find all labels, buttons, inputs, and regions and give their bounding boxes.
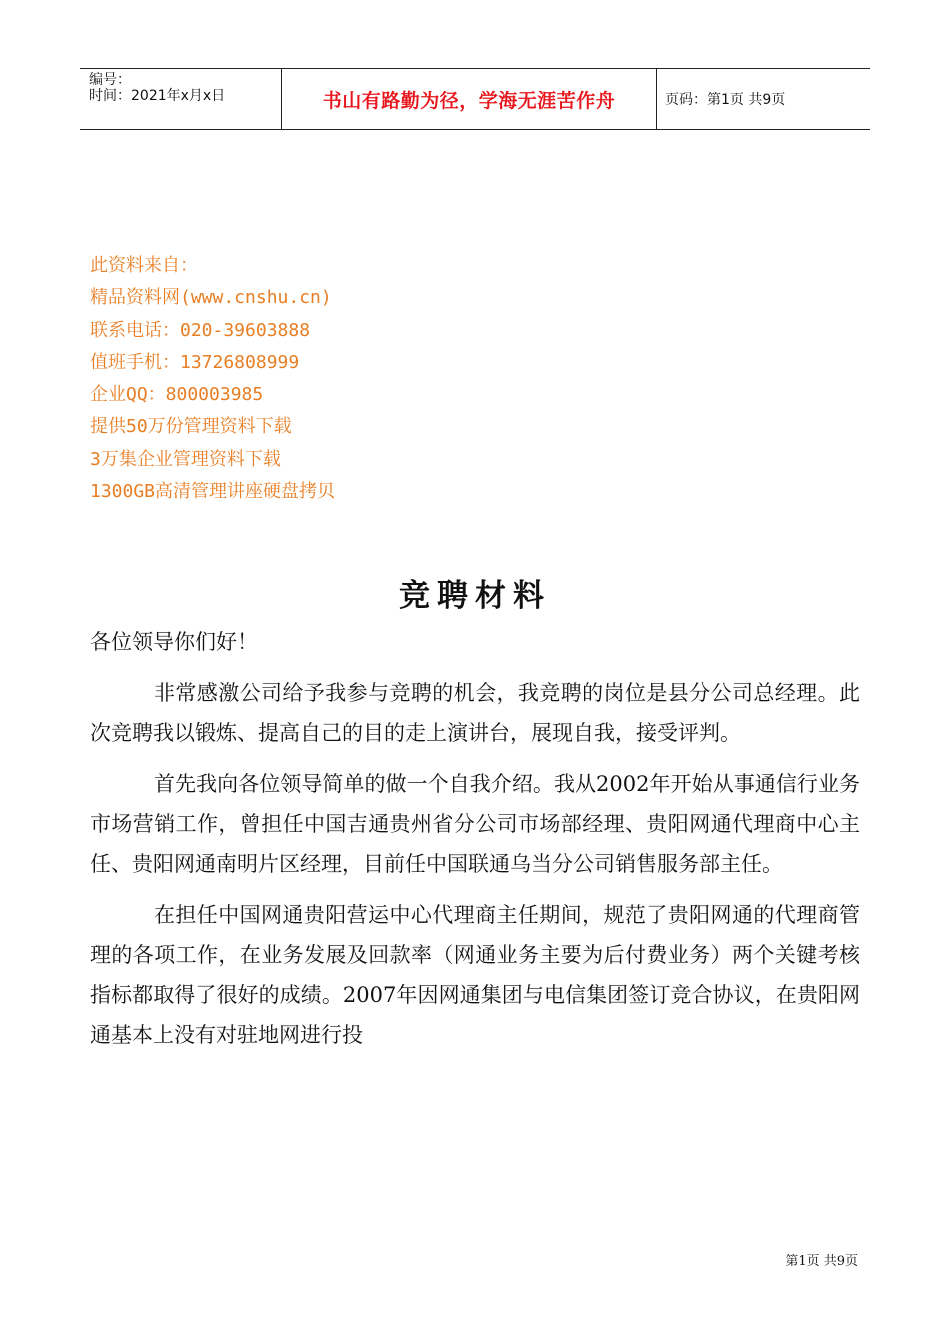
promo-block xyxy=(90,250,335,508)
promo-line: 联系电话：020-39603888 xyxy=(90,319,311,341)
body-paragraph: 首先我向各位领导简单的做一个自我介绍。我从2002年开始从事通信行业务市场营销工作，曾担任中国吉通贵州省分公司市场部经理、贵阳网通代理商中心主任、贵阳网通南明片区经理，目前任中国联通乌当分公司销售服务部主任。 xyxy=(90,772,860,876)
body-paragraph: 在担任中国网通贵阳营运中心代理商主任期间，规范了贵阳网通的代理商管理的各项工作，在业务发展及回款率（网通业务主要为后付费业务）两个关键考核指标都取得了很好的成绩。2007年因网通集团与电信集团签订竞合协议，在贵阳网通基本上没有对驻地网进行投 xyxy=(90,903,860,1047)
page-footer: 第1页 共9页 xyxy=(785,1254,858,1269)
header-motto: 书山有路勤为径，学海无涯苦作舟 xyxy=(281,69,657,129)
promo-line: 1300GB高清管理讲座硬盘拷贝 xyxy=(90,481,336,503)
promo-line[interactable]: 精品资料网(www.cnshu.cn) xyxy=(90,287,332,309)
greeting: 各位领导你们好！ xyxy=(90,630,258,654)
promo-line: 此资料来自： xyxy=(90,255,198,276)
header-time-label: 时间：2021年x月x日 xyxy=(89,88,226,104)
promo-line: 提供50万份管理资料下载 xyxy=(90,416,292,438)
promo-line: 企业QQ：800003985 xyxy=(90,384,264,406)
document-body xyxy=(90,673,860,1066)
header-meta xyxy=(80,69,280,129)
promo-line: 值班手机：13726808999 xyxy=(90,351,300,373)
page-header xyxy=(80,68,870,130)
promo-line: 3万集企业管理资料下载 xyxy=(90,448,281,470)
header-number-label: 编号： xyxy=(89,72,131,88)
body-paragraph: 非常感激公司给予我参与竞聘的机会，我竞聘的岗位是县分公司总经理。此次竞聘我以锻炼、提高自己的目的走上演讲台，展现自我，接受评判。 xyxy=(90,681,860,745)
document-title: 竞聘材料 xyxy=(399,578,551,614)
header-page-info: 页码：第1页 共9页 xyxy=(665,92,786,108)
